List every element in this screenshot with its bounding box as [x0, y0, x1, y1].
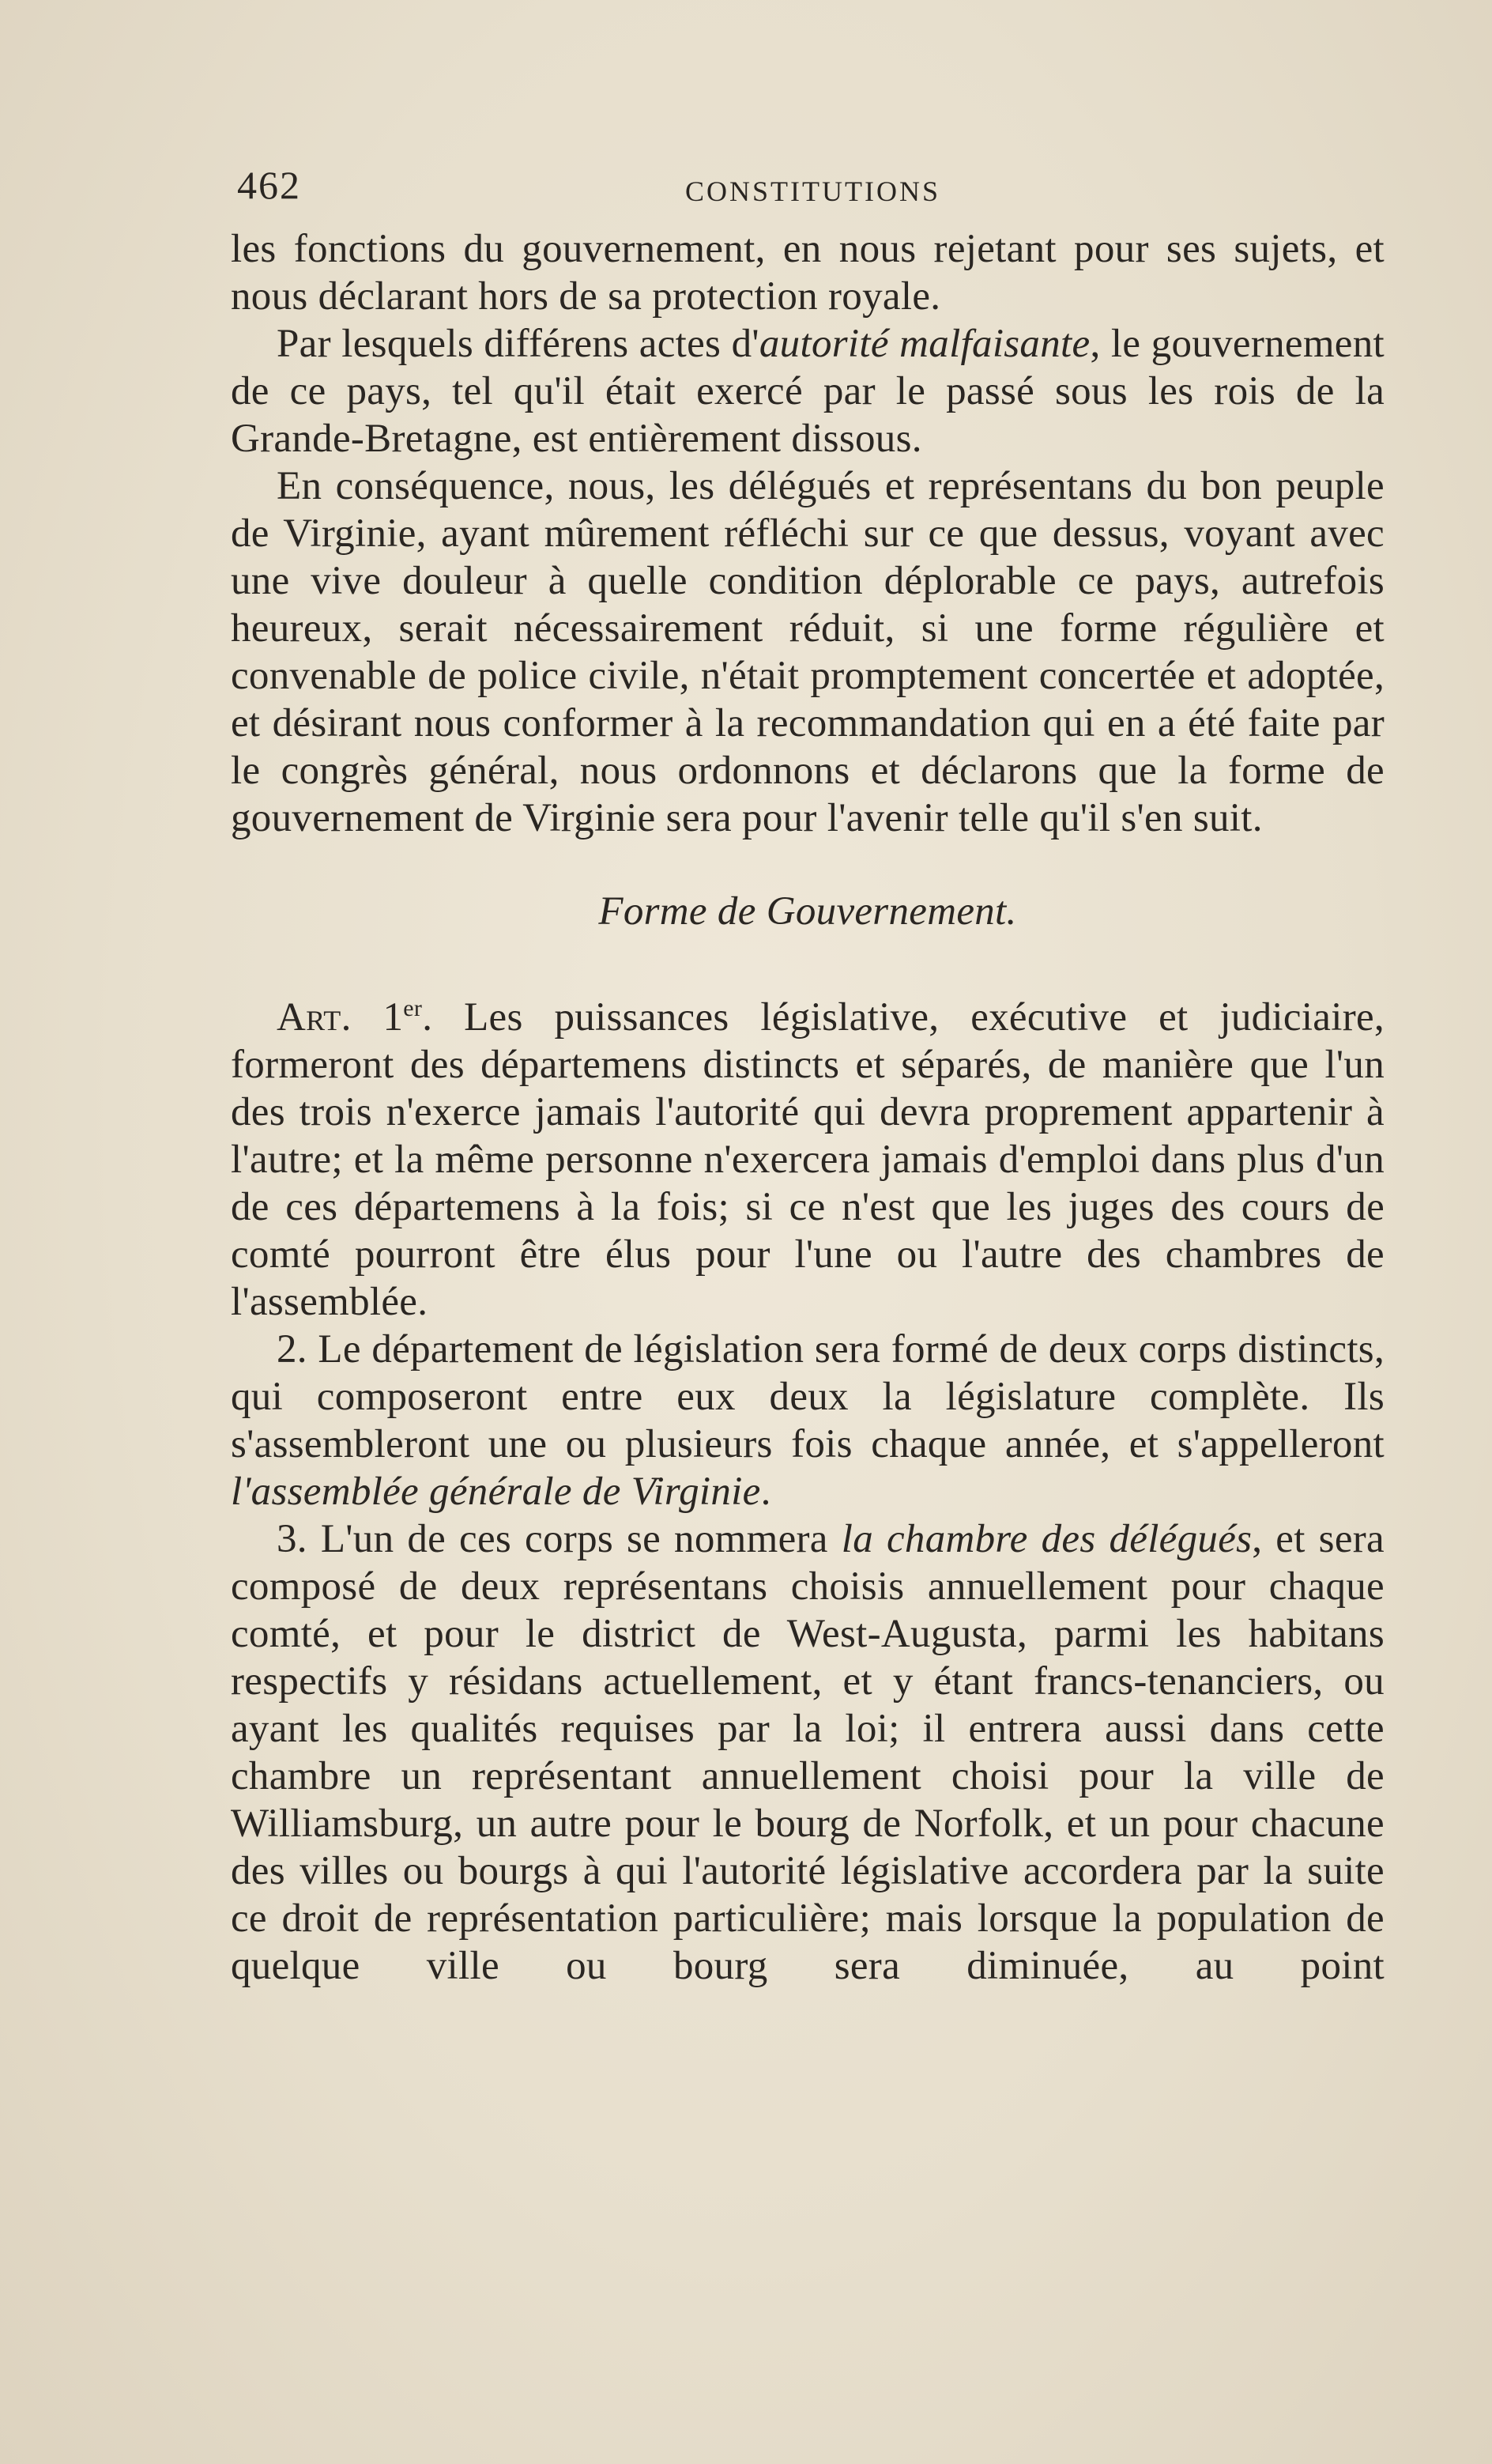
paragraph-2-start: Par lesquels différens actes d': [277, 322, 759, 366]
paragraph-2: [231, 320, 1385, 462]
article-2-end: .: [760, 1470, 771, 1514]
article-1: [231, 994, 1385, 1326]
paragraph-3: En conséquence, nous, les délégués et représentans du bon peuple de Virginie, ayant mûrement réfléchi sur ce que dessus, voyant avec une vive douleur à quelle condition déplorable ce pays, autrefois heureux, serait nécessairement réduit, si une forme régulière et convenable de police civile, n'était promptement concertée et adoptée, et désirant nous conformer à la recommandation qui en a été faite par le congrès général, nous ordonnons et déclarons que la forme de gouvernement de Virginie sera pour l'avenir telle qu'il s'en suit.: [231, 464, 1385, 840]
article-2: [231, 1326, 1385, 1515]
paragraph-2-emphasis: autorité malfaisante: [759, 322, 1091, 366]
article-1-text: . Les puissances législative, exécutive et judiciaire, formeront des départemens distincts et séparés, de manière que l'un des trois n'exerce jamais l'autorité qui devra proprement appartenir à l'autre; et la même personne n'exercera jamais d'emploi dans plus d'un de ces départemens à la fois; si ce n'est que les juges des cours de comté pourront être élus pour l'une ou l'autre des chambres de l'assemblée.: [231, 995, 1385, 1324]
article-1-label: Art.: [277, 995, 352, 1040]
article-3-emphasis: la chambre des délégués: [841, 1517, 1253, 1561]
article-3-end: , et sera composé de deux représentans choisis annuellement pour chaque comté, et pour le district de West-Augusta, parmi les habitans respectifs y résidans actuellement, et y étant francs-tenanciers, ou ayant les qualités requises par la loi; il entrera aussi dans cette chambre un représentant annuellement choisi pour la ville de Williamsburg, un autre pour le bourg de Norfolk, et un pour chacune des villes ou bourgs à qui l'autorité législative accordera par la suite ce droit de représentation particulière; mais lorsque la population de quelque ville ou bourg sera diminuée, au point: [231, 1517, 1385, 1988]
book-page: [231, 162, 1385, 1990]
article-1-number-sup: er: [403, 995, 423, 1021]
paragraph-1: les fonctions du gouvernement, en nous rejetant pour ses sujets, et nous déclarant hors de sa protection royale.: [231, 227, 1385, 319]
section-heading: Forme de Gouvernement.: [598, 889, 1017, 934]
paragraph-2-end: , le gouvernement de ce pays, tel qu'il était exercé par le passé sous les rois de la Grande-Bretagne, est entièrement dissous.: [231, 322, 1385, 461]
body-text: [231, 225, 1385, 1990]
article-2-emphasis: l'assemblée générale de Virginie: [231, 1470, 761, 1514]
page-header: [231, 162, 1385, 225]
article-2-start: 2. Le département de législation sera formé de deux corps distincts, qui composeront entre eux deux la législature complète. Ils s'assembleront une ou plusieurs fois chaque année, et s'appelleront: [231, 1327, 1385, 1466]
article-1-number: [382, 995, 422, 1040]
page-number: 462: [237, 163, 301, 207]
running-head: CONSTITUTIONS: [685, 175, 940, 207]
article-3-start: 3. L'un de ces corps se nommera: [277, 1517, 842, 1561]
article-3: [231, 1515, 1385, 1990]
article-1-number-value: 1: [382, 995, 404, 1040]
